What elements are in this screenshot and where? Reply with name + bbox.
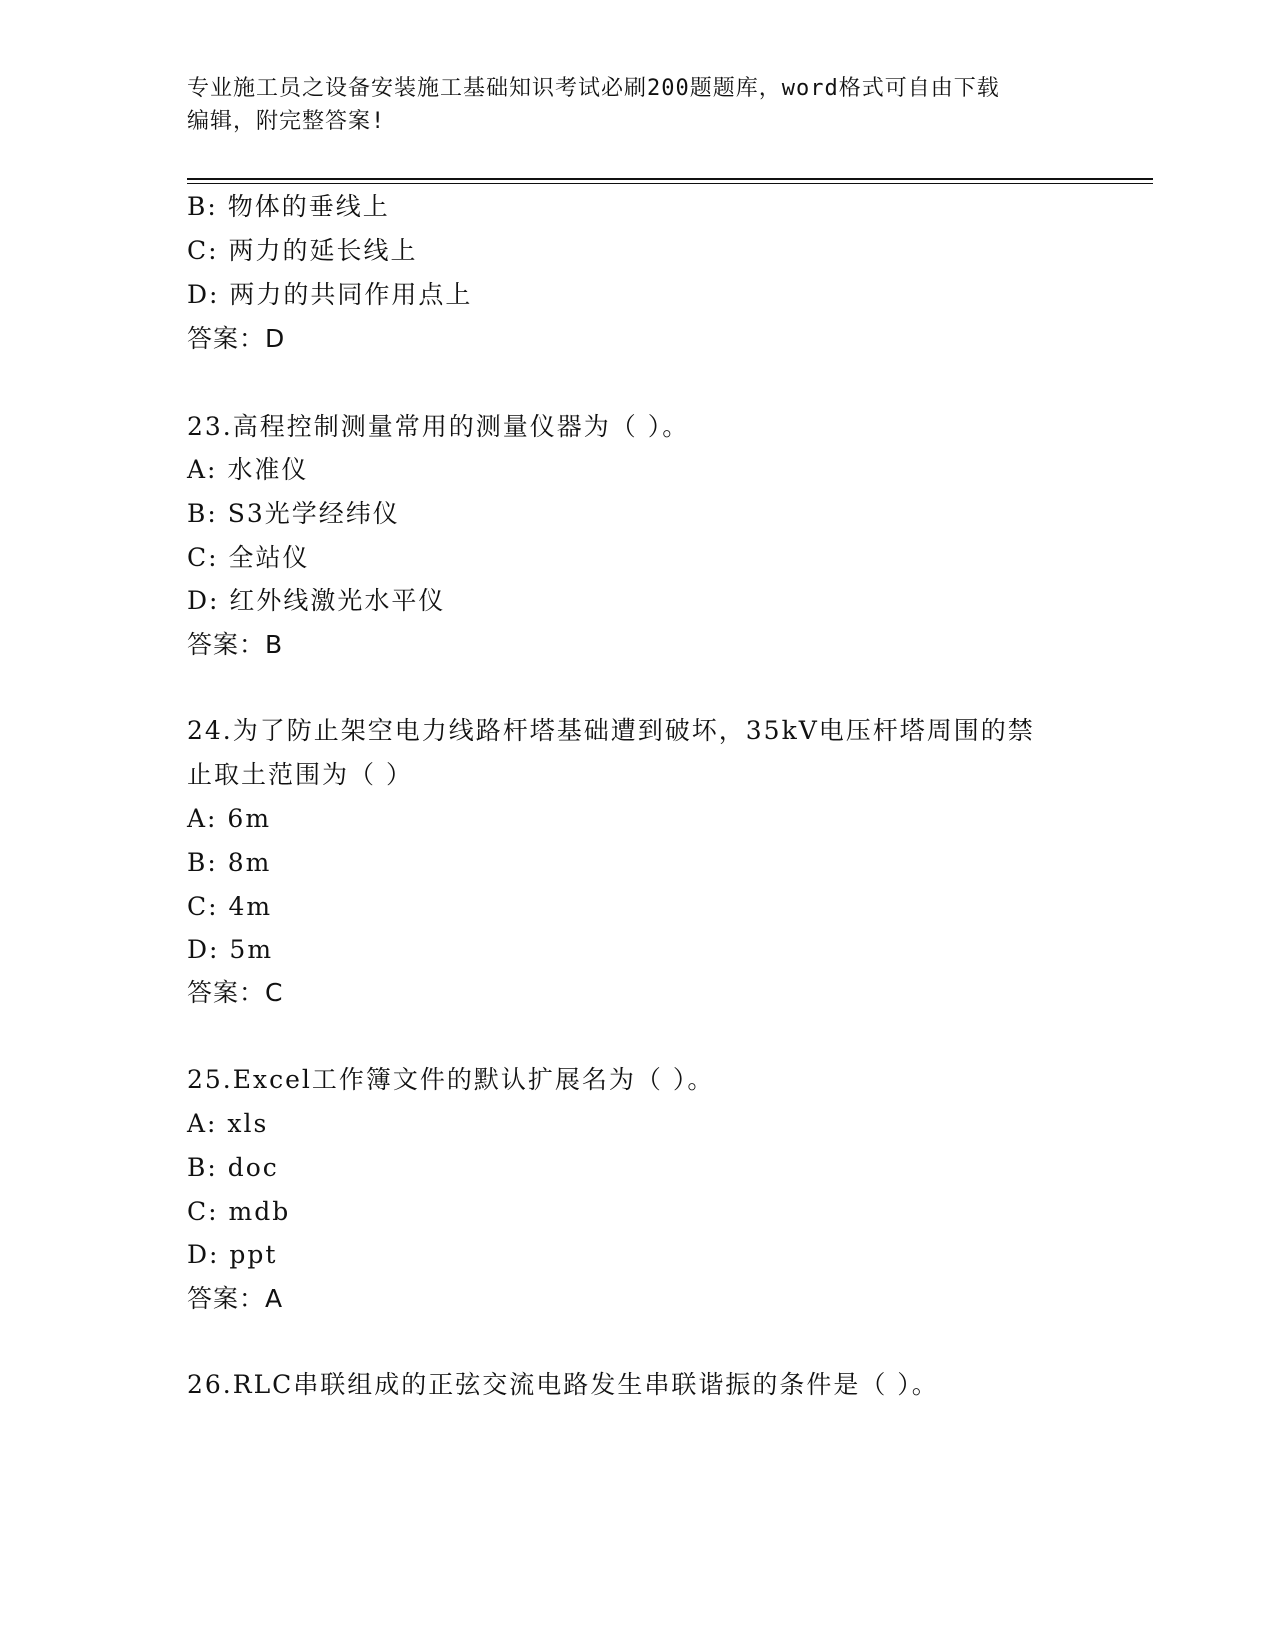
q22-answer: 答案：D xyxy=(187,324,286,353)
q22-option-c: C: 两力的延长线上 xyxy=(187,236,418,265)
q24-option-b: B: 8m xyxy=(187,848,272,877)
q25-question: 25.Excel工作簿文件的默认扩展名为（ ）。 xyxy=(187,1065,715,1094)
document-header xyxy=(187,72,1087,138)
q25-answer: 答案：A xyxy=(187,1284,284,1313)
q23-answer: 答案：B xyxy=(187,630,284,659)
q23-option-b: B: S3光学经纬仪 xyxy=(187,499,400,528)
q24-option-d: D: 5m xyxy=(187,935,274,964)
q25-option-b: B: doc xyxy=(187,1153,279,1182)
q23-option-a: A: 水准仪 xyxy=(187,455,309,484)
q22-option-b: B: 物体的垂线上 xyxy=(187,192,390,221)
header-title-line-1: 专业施工员之设备安装施工基础知识考试必刷200题题库，word格式可自由下载 xyxy=(187,76,1000,101)
q25-option-c: C: mdb xyxy=(187,1197,291,1226)
q24-answer: 答案：C xyxy=(187,978,284,1007)
q23-option-c: C: 全站仪 xyxy=(187,543,310,572)
q23-option-d: D: 红外线激光水平仪 xyxy=(187,586,446,615)
q25-option-d: D: ppt xyxy=(187,1240,278,1269)
q24-option-c: C: 4m xyxy=(187,892,273,921)
q24-option-a: A: 6m xyxy=(187,804,272,833)
header-divider xyxy=(187,178,1153,184)
q24-question-line-1: 24.为了防止架空电力线路杆塔基础遭到破坏，35kV电压杆塔周围的禁 xyxy=(187,716,1035,745)
q24-question-line-2: 止取土范围为（ ） xyxy=(187,760,413,789)
q25-option-a: A: xls xyxy=(187,1109,269,1138)
q22-option-d: D: 两力的共同作用点上 xyxy=(187,280,473,309)
q23-question: 23.高程控制测量常用的测量仪器为（ ）。 xyxy=(187,412,690,441)
header-title-line-2: 编辑，附完整答案! xyxy=(187,109,386,134)
q26-question: 26.RLC串联组成的正弦交流电路发生串联谐振的条件是（ ）。 xyxy=(187,1370,939,1399)
